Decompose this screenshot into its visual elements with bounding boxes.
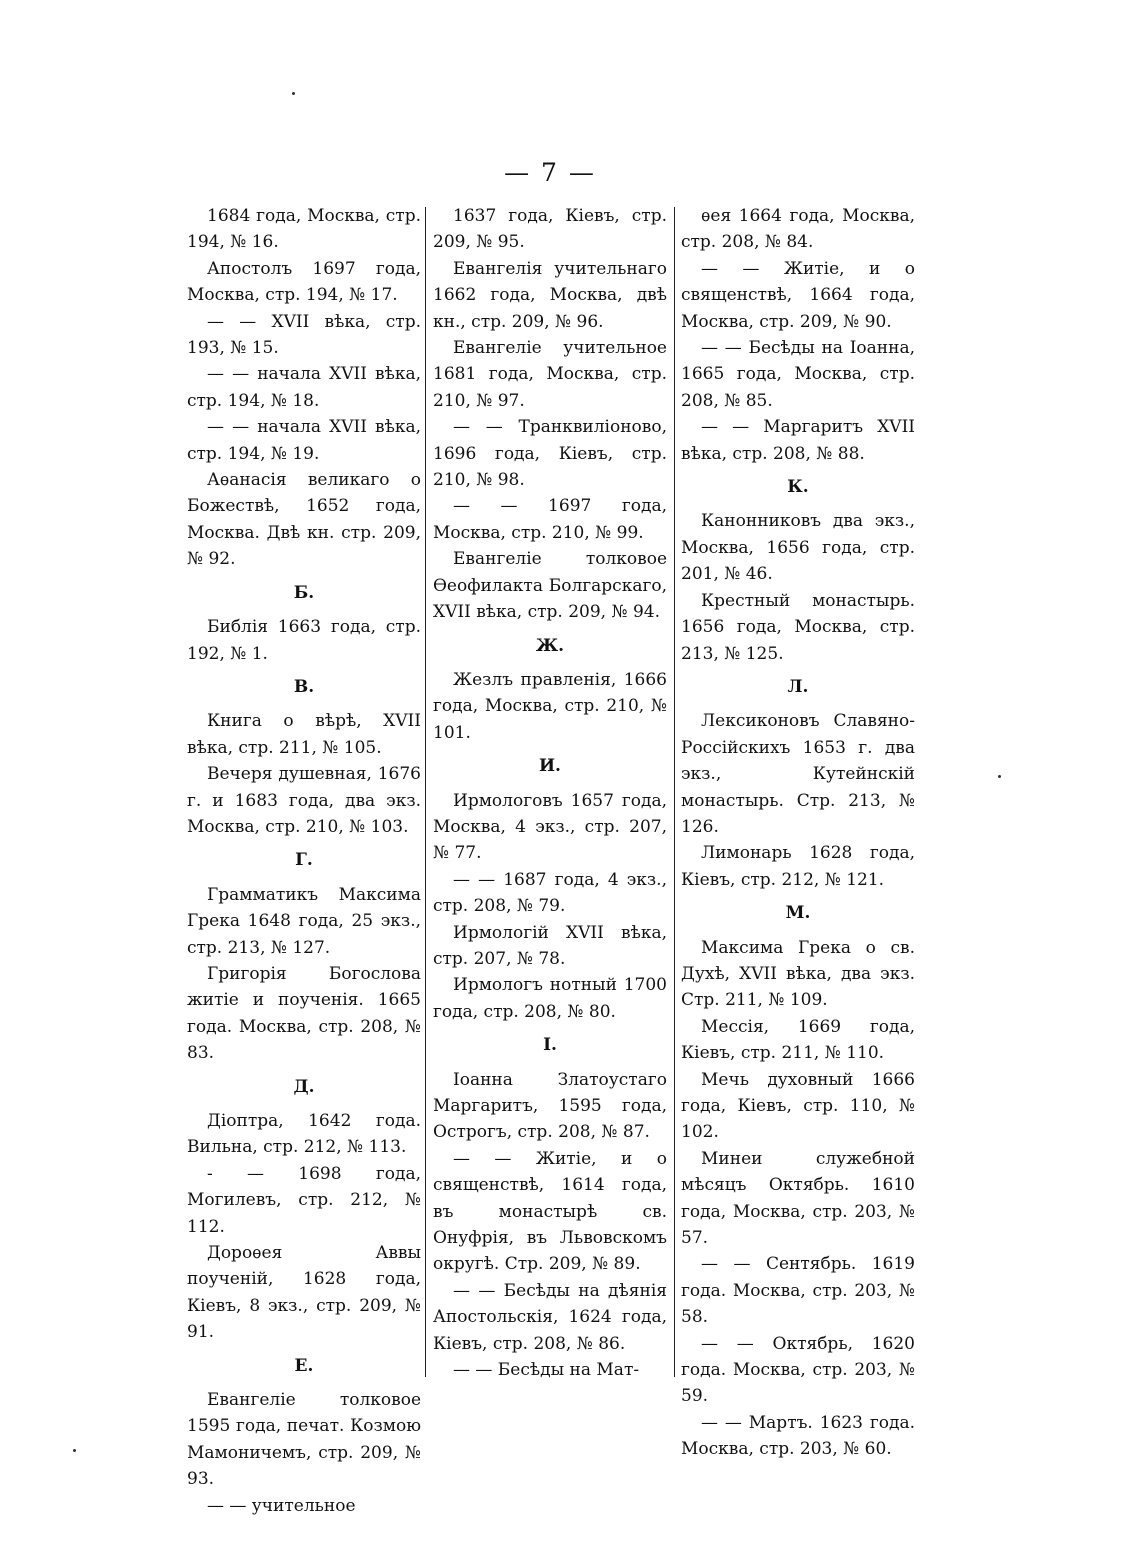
catalog-entry: Крестный монастырь. 1656 года, Москва, стр. 213, № 125. xyxy=(681,590,915,664)
catalog-entry: Діоптра, 1642 года. Вильна, стр. 212, № 113. xyxy=(187,1111,421,1158)
catalog-entry: — — Бесѣды на дѣянія Апостольскія, 1624 года, Кіевъ, стр. 208, № 86. xyxy=(433,1280,667,1354)
catalog-entry: Вечеря душевная, 1676 г. и 1683 года, два экз. Москва, стр. 210, № 103. xyxy=(187,764,421,837)
catalog-entry: — — Транквиліоново, 1696 года, Кіевъ, стр. 210, № 98. xyxy=(433,417,667,491)
catalog-entry: — — XVII вѣка, стр. 193, № 15. xyxy=(187,311,421,359)
catalog-entry: Максима Грека о св. Духѣ, XVII вѣка, два экз. Стр. 211, № 109. xyxy=(681,937,915,1011)
catalog-entry: — — 1697 года, Москва, стр. 210, № 99. xyxy=(433,496,667,543)
catalog-entry: Евангеліе толковое Ѳеофилакта Болгарскаго, XVII вѣка, стр. 209, № 94. xyxy=(433,549,667,623)
column-divider xyxy=(674,207,675,1377)
section-letter: М. xyxy=(785,903,811,924)
catalog-entry: Іоанна Златоустаго Маргаритъ, 1595 года, Острогъ, стр. 208, № 87. xyxy=(433,1069,667,1143)
catalog-entry: Ирмологій XVII вѣка, стр. 207, № 78. xyxy=(433,922,667,969)
catalog-entry: Книга о вѣрѣ, XVII вѣка, стр. 211, № 105. xyxy=(187,711,421,758)
section-letter: Г. xyxy=(295,850,313,871)
catalog-entry: — — Бесѣды на Мат- xyxy=(453,1360,640,1381)
catalog-entry: ѳея 1664 года, Москва, стр. 208, № 84. xyxy=(681,206,915,253)
section-letter: Л. xyxy=(787,676,809,697)
catalog-entry: Грамматикъ Максима Грека 1648 года, 25 экз., стр. 213, № 127. xyxy=(187,884,421,958)
catalog-entry: Лексиконовъ Славяно-Россійскихъ 1653 г. два экз., Кутейнскій монастырь. Стр. 213, № 126. xyxy=(681,711,915,837)
catalog-entry: — — учительное xyxy=(207,1495,356,1516)
catalog-entry: Ирмологъ нотный 1700 года, стр. 208, № 80. xyxy=(433,975,667,1022)
catalog-entry: Ирмологовъ 1657 года, Москва, 4 экз., стр. 207, № 77. xyxy=(433,790,667,864)
catalog-entry: Евангеліе учительное 1681 года, Москва, стр. 210, № 97. xyxy=(433,338,667,411)
section-letter: I. xyxy=(543,1035,557,1056)
catalog-entry: Аѳанасія великаго о Божествѣ, 1652 года, Москва. Двѣ кн. стр. 209, № 92. xyxy=(187,470,421,570)
catalog-entry: Канонниковъ два экз., Москва, 1656 года, стр. 201, № 46. xyxy=(681,511,915,585)
column-3 xyxy=(681,203,915,1463)
catalog-entry: — — Житіе, и о священствѣ, 1614 года, въ монастырѣ св. Онуфрія, въ Львовскомъ округѣ. Стр. 209, № 89. xyxy=(433,1148,667,1275)
paper-speck xyxy=(292,92,295,95)
section-letter: Ж. xyxy=(535,635,565,656)
catalog-entry: Минеи служебной мѣсяцъ Октябрь. 1610 года, Москва, стр. 203, № 57. xyxy=(681,1148,915,1249)
section-letter: И. xyxy=(539,756,561,777)
catalog-entry: Дороѳея Аввы поученій, 1628 года, Кіевъ, 8 экз., стр. 209, № 91. xyxy=(187,1243,421,1343)
catalog-entry: 1637 года, Кіевъ, стр. 209, № 95. xyxy=(433,206,667,253)
page-number: — 7 — xyxy=(504,158,596,187)
catalog-entry: Мессія, 1669 года, Кіевъ, стр. 211, № 110. xyxy=(681,1016,915,1064)
paper-speck xyxy=(73,1449,76,1452)
catalog-entry: Библія 1663 года, стр. 192, № 1. xyxy=(187,617,421,664)
section-letter: Б. xyxy=(293,582,315,603)
catalog-entry: Григорія Богослова житіе и поученія. 1665 года. Москва, стр. 208, № 83. xyxy=(187,963,421,1064)
catalog-entry: — — Октябрь, 1620 года. Москва, стр. 203, № 59. xyxy=(681,1333,915,1407)
catalog-entry: Жезлъ правленія, 1666 года, Москва, стр. 210, № 101. xyxy=(433,669,667,743)
catalog-entry: — — Сентябрь. 1619 года. Москва, стр. 203, № 58. xyxy=(681,1254,915,1328)
catalog-entry: Евангеліе толковое 1595 года, печат. Козмою Мамоничемъ, стр. 209, № 93. xyxy=(187,1390,421,1490)
section-letter: Д. xyxy=(293,1076,315,1097)
section-letter: Е. xyxy=(294,1355,314,1376)
catalog-entry: — — 1687 года, 4 экз., стр. 208, № 79. xyxy=(433,869,667,917)
column-divider xyxy=(425,207,426,1377)
catalog-entry: Мечь духовный 1666 года, Кіевъ, стр. 110, № 102. xyxy=(681,1069,915,1143)
catalog-entry: — — Маргаритъ XVII вѣка, стр. 208, № 88. xyxy=(681,417,915,464)
catalog-entry: 1684 года, Москва, стр. 194, № 16. xyxy=(187,206,421,253)
catalog-entry: — — Мартъ. 1623 года. Москва, стр. 203, № 60. xyxy=(681,1412,915,1460)
column-2 xyxy=(433,203,667,1383)
section-letter: В. xyxy=(293,676,315,697)
catalog-entry: — — начала XVII вѣка, стр. 194, № 18. xyxy=(187,364,421,411)
catalog-entry: — — начала XVII вѣка, стр. 194, № 19. xyxy=(187,417,421,464)
catalog-entry: — — Житіе, и о священствѣ, 1664 года, Москва, стр. 209, № 90. xyxy=(681,258,915,332)
section-letter: К. xyxy=(787,477,809,498)
column-1 xyxy=(187,203,421,1519)
catalog-entry: — — Бесѣды на Іоанна, 1665 года, Москва, стр. 208, № 85. xyxy=(681,338,915,411)
catalog-entry: - — 1698 года, Могилевъ, стр. 212, № 112. xyxy=(187,1163,421,1237)
catalog-entry: Евангелія учительнаго 1662 года, Москва, двѣ кн., стр. 209, № 96. xyxy=(433,258,667,332)
paper-speck xyxy=(998,775,1001,778)
catalog-entry: Апостолъ 1697 года, Москва, стр. 194, № 17. xyxy=(187,258,421,306)
catalog-entry: Лимонарь 1628 года, Кіевъ, стр. 212, № 121. xyxy=(681,843,915,890)
